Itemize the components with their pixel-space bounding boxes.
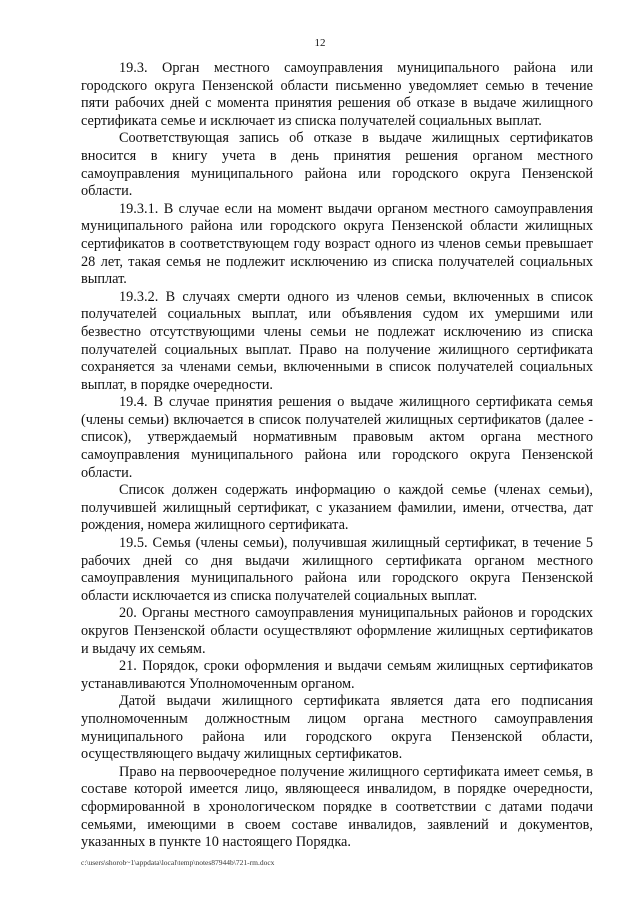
paragraph-20: 20. Органы местного самоуправления муниципальных районов и городских округов Пензенской области осуществляют оформление жилищных сертификатов и выдачу их семьям. [81,605,593,657]
document-body [81,60,593,852]
footer-file-path: c:\users\shorob~1\appdata\local\temp\notes87944b\721-rm.docx [81,858,275,867]
paragraph-issue-date: Датой выдачи жилищного сертификата является дата его подписания уполномоченным должностным лицом органа местного самоуправления муниципального района или городского округа Пензенской области, осуществляющего выдачу жилищных сертификатов. [81,693,593,763]
paragraph-19-3-1: 19.3.1. В случае если на момент выдачи органом местного самоуправления муниципального района или городского округа Пензенской области жилищных сертификатов в соответствующем году возраст одного из членов семьи превышает 28 лет, такая семья не подлежит исключению из списка получателей социальных выплат. [81,200,593,288]
paragraph-21: 21. Порядок, сроки оформления и выдачи семьям жилищных сертификатов устанавливаются Уполномоченным органом. [81,658,593,692]
paragraph-refusal-record: Соответствующая запись об отказе в выдаче жилищных сертификатов вносится в книгу учета в день принятия решения органом местного самоуправления муниципального района или городского округа Пензенской области. [81,130,593,200]
paragraph-19-5: 19.5. Семья (члены семьи), получившая жилищный сертификат, в течение 5 рабочих дней со дня выдачи жилищного сертификата органом местного самоуправления муниципального района или городского округа Пензенской области исключается из списка получателей социальных выплат. [81,535,593,604]
paragraph-19-3-2: 19.3.2. В случаях смерти одного из членов семьи, включенных в список получателей социальных выплат, или объявления судом их умершими или безвестно отсутствующими члены семьи не подлежат исключению из списка получателей социальных выплат. Право на получение жилищного сертификата сохраняется за членами семьи, включенными в список получателей социальных выплат, в порядке очередности. [81,288,593,393]
paragraph-19-4: 19.4. В случае принятия решения о выдаче жилищного сертификата семья (члены семьи) включается в список получателей жилищных сертификатов (далее - список), утверждаемый нормативным правовым актом органа местного самоуправления муниципального района или городского округа Пензенской области. [81,394,593,481]
paragraph-19-3: 19.3. Орган местного самоуправления муниципального района или городского округа Пензенской области письменно уведомляет семью в течение пяти рабочих дней с момента принятия решения об отказе в выдаче жилищного сертификата семье и исключает из списка получателей социальных выплат. [81,60,593,129]
paragraph-priority-right: Право на первоочередное получение жилищного сертификата имеет семья, в составе которой имеется лицо, являющееся инвалидом, в порядке очередности, сформированной в хронологическом порядке в соответствии с датами подачи семьями, имеющими в своем составе инвалидов, заявлений и документов, указанных в пункте 10 настоящего Порядка. [81,763,593,851]
page-number: 12 [314,37,326,49]
paragraph-list-contents: Список должен содержать информацию о каждой семье (членах семьи), получившей жилищный сертификат, с указанием фамилии, имени, отчества, дат рождения, номера жилищного сертификата. [81,482,593,534]
